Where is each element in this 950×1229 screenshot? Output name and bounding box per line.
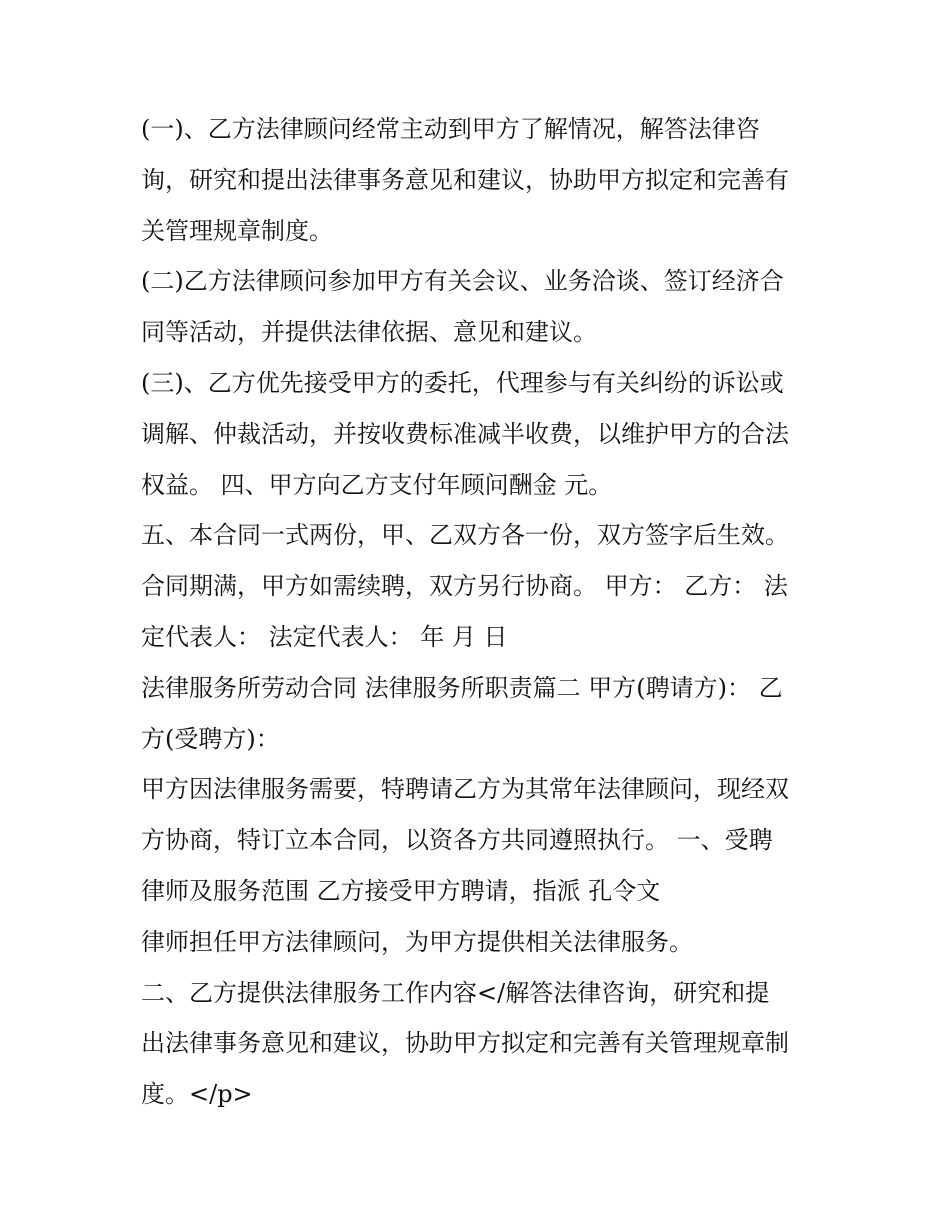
text-line: 关管理规章制度。 [141,216,333,245]
text-line: (三)、乙方优先接受甲方的委托，代理参与有关纠纷的诉讼或 [141,368,784,397]
text-line: 合同期满，甲方如需续聘，双方另行协商。 甲方： 乙方： 法 [141,572,788,601]
text-line: 调解、仲裁活动，并按收费标准减半收费，以维护甲方的合法 [141,419,789,448]
text-line: 定代表人： 法定代表人： 年 月 日 [141,622,508,651]
text-line: 度。</p> [141,1080,253,1109]
text-line: 律师担任甲方法律顾问，为甲方提供相关法律服务。 [141,927,693,956]
text-line: 同等活动，并提供法律依据、意见和建议。 [141,318,597,347]
text-line: (二)乙方法律顾问参加甲方有关会议、业务洽谈、签订经济合 [141,267,784,296]
text-line: 权益。 四、甲方向乙方支付年顾问酬金 元。 [141,470,613,499]
text-line: 出法律事务意见和建议，协助甲方拟定和完善有关管理规章制 [141,1029,789,1058]
text-line: 律师及服务范围 乙方接受甲方聘请，指派 孔令文 [141,876,661,905]
text-line: 二、乙方提供法律服务工作内容</解答法律咨询，研究和提 [141,978,770,1007]
text-line: (一)、乙方法律顾问经常主动到甲方了解情况，解答法律咨 [141,115,760,143]
text-line: 询，研究和提出法律事务意见和建议，协助甲方拟定和完善有 [141,165,789,194]
document-body [141,104,813,1120]
text-line: 方(受聘方)： [141,724,280,753]
text-line: 方协商，特订立本合同，以资各方共同遵照执行。 一、受聘 [141,826,773,855]
text-line: 法律服务所劳动合同 法律服务所职责篇二 甲方(聘请方)： 乙 [141,673,783,702]
text-line: 五、本合同一式两份，甲、乙双方各一份，双方签字后生效。 [141,521,789,550]
text-line: 甲方因法律服务需要，特聘请乙方为其常年法律顾问，现经双 [141,775,789,804]
